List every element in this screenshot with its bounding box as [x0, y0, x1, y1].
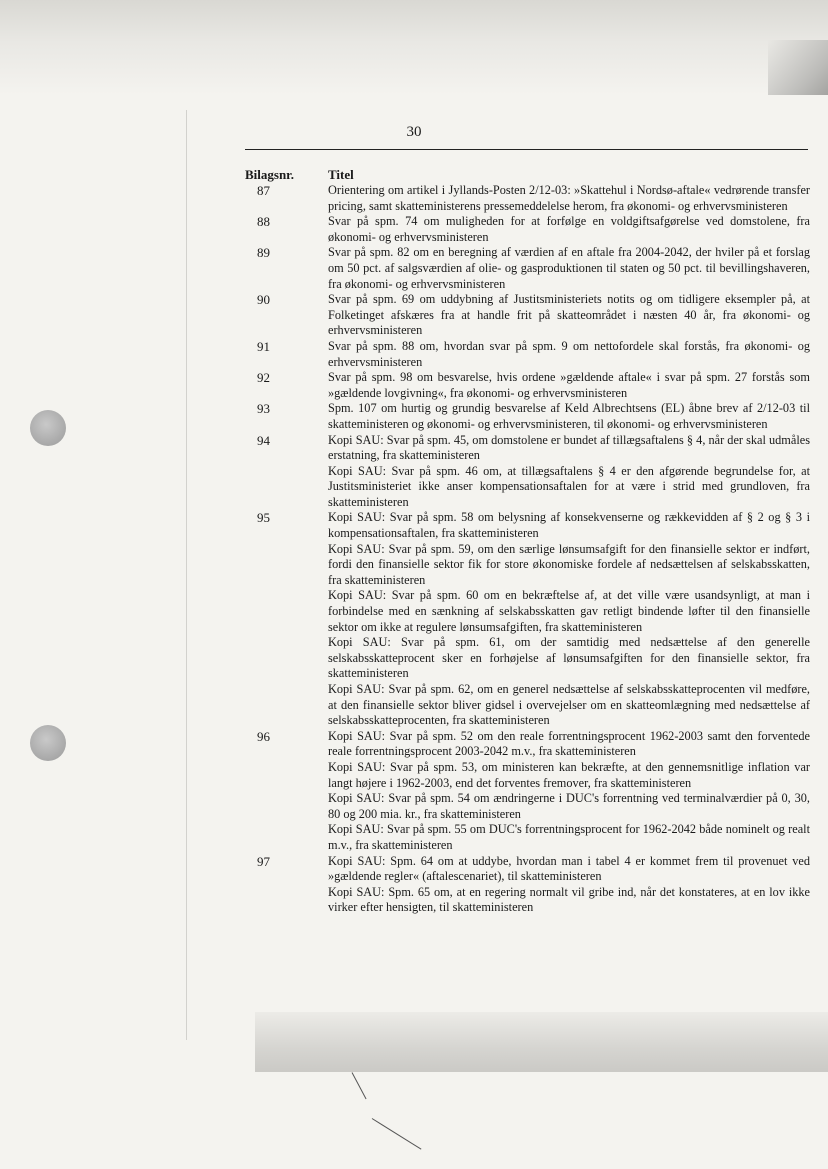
appendix-title: Svar på spm. 74 om muligheden for at forfølge en voldgiftsafgørelse ved domstolene, fra økonomi- og erhvervsministeren: [328, 214, 810, 244]
appendix-titles: [328, 214, 810, 245]
appendix-number: 94: [257, 432, 270, 448]
table-row: [245, 370, 810, 401]
page-fold-line: [186, 110, 187, 1040]
appendix-list: [245, 183, 810, 916]
appendix-titles: [328, 339, 810, 370]
appendix-title: Kopi SAU: Svar på spm. 62, om en generel nedsættelse af selskabsskatteprocenten vil medføre, at den finansielle sektor bliver gidsel i overvejelser om en skatteomlægning med nedsættelse af selskabsskatteprocenten, fra skatteministeren: [328, 682, 810, 728]
appendix-number: 97: [257, 853, 270, 869]
appendix-title: Kopi SAU: Svar på spm. 45, om domstolene er bundet af tillægsaftalens § 4, når der skal udmåles erstatning, fra skatteministeren: [328, 432, 810, 463]
table-row: [245, 214, 810, 245]
appendix-titles: [328, 510, 810, 728]
appendix-titles: [328, 292, 810, 339]
scan-shadow-bottom: [255, 1012, 828, 1072]
table-row: [245, 183, 810, 214]
pen-stroke: [352, 1072, 367, 1099]
appendix-title: Kopi SAU: Svar på spm. 53, om ministeren kan bekræfte, at den gennemsnitlige inflation var langt højere i 1962-2003, end det forventes fremover, fra skatteministeren: [328, 759, 810, 790]
appendix-number: 90: [257, 292, 270, 308]
appendix-title: Svar på spm. 98 om besvarelse, hvis ordene »gældende aftale« i svar på spm. 27 forstås som »gældende lovgivning«, fra økonomi- og erhvervsministeren: [328, 370, 810, 400]
punch-hole-upper: [30, 410, 66, 446]
punch-hole-lower: [30, 725, 66, 761]
appendix-title: Kopi SAU: Svar på spm. 54 om ændringerne i DUC's forrentning ved terminalværdier på 0, 30, 80 og 200 mia. kr., fra skatteministeren: [328, 791, 810, 821]
appendix-title: Kopi SAU: Svar på spm. 46 om, at tillægsaftalens § 4 er den afgørende begrundelse for, at Justitsministeriet ikke anser kompensationsaftalen for at være i strid med grundloven, fra skatteministeren: [328, 463, 810, 509]
appendix-titles: [328, 401, 810, 432]
appendix-title: Kopi SAU: Spm. 64 om at uddybe, hvordan man i tabel 4 er kommet frem til provenuet ved »gældende regler« (aftalescenariet), til skatteministeren: [328, 853, 810, 884]
appendix-number: 95: [257, 510, 270, 526]
appendix-title: Kopi SAU: Svar på spm. 58 om belysning af konsekvenserne og rækkevidden af § 2 og § 3 i kompensationsaftalen, fra skatteministeren: [328, 510, 810, 541]
appendix-titles: [328, 433, 810, 511]
appendix-title: Orientering om artikel i Jyllands-Posten 2/12-03: »Skattehul i Nordsø-aftale« vedrørende transfer pricing, samt skatteministerens pressemeddelelse herom, fra økonomi- og erhvervsministeren: [328, 183, 810, 213]
page-number: 30: [406, 124, 422, 140]
appendix-number: 96: [257, 728, 270, 744]
appendix-title: Kopi SAU: Svar på spm. 61, om der samtidig med nedsættelse af den generelle selskabsskatteprocent sker en forhøjelse af lønsumsafgiften for den finansielle sektor, fra skatteministeren: [328, 635, 810, 681]
appendix-titles: [328, 245, 810, 292]
table-row: [245, 433, 810, 511]
appendix-number: 87: [257, 183, 270, 198]
appendix-number: 89: [257, 245, 270, 261]
appendix-title: Spm. 107 om hurtig og grundig besvarelse af Keld Albrechtsens (EL) åbne brev af 2/12-03 til skatteministeren og økonomi- og erhvervsministeren, til økonomi- og erhvervsministeren: [328, 401, 810, 431]
appendix-title: Svar på spm. 69 om uddybning af Justitsministeriets notits og om tidligere eksempler på, at Folketinget afskæres fra at handle frit på skatteområdet i næsten 40 år, fra økonomi- og erhvervsministeren: [328, 292, 810, 338]
appendix-title: Kopi SAU: Svar på spm. 52 om den reale forrentningsprocent 1962-2003 samt den forventede reale forrentningsprocent 2003-2042 m.v., fra skatteministeren: [328, 728, 810, 759]
column-header-title: Titel: [328, 167, 354, 182]
scan-shadow-top: [0, 0, 828, 95]
appendix-title: Kopi SAU: Spm. 65 om, at en regering normalt vil gribe ind, når det konstateres, at en lov ikke virker efter hensigten, til skatteministeren: [328, 884, 810, 915]
column-header-number: Bilagsnr.: [245, 167, 295, 182]
appendix-number: 88: [257, 214, 270, 230]
appendix-titles: [328, 854, 810, 916]
header-rule: [245, 149, 808, 150]
pen-stroke: [372, 1118, 422, 1150]
appendix-title: Kopi SAU: Svar på spm. 55 om DUC's forrentningsprocent for 1962-2042 både nominelt og realt m.v., fra skatteministeren: [328, 822, 810, 852]
appendix-title: Kopi SAU: Svar på spm. 60 om en bekræftelse af, at det ville være usandsynligt, at man i forbindelse med en sænkning af selskabsskatten gav retligt bindende løfter til den finansielle sektor om ikke at regulere lønsumsafgiften, fra skatteministeren: [328, 588, 810, 634]
appendix-title: Kopi SAU: Svar på spm. 59, om den særlige lønsumsafgift for den finansielle sektor er indført, fordi den finansielle sektor fik for store økonomiske fordele af nedsættelsen af selskabsskatten, fra skatteministeren: [328, 541, 810, 587]
appendix-number: 91: [257, 338, 270, 354]
appendix-number: 92: [257, 370, 270, 386]
appendix-title: Svar på spm. 88 om, hvordan svar på spm. 9 om nettofordele skal forstås, fra økonomi- og erhvervsministeren: [328, 338, 810, 369]
appendix-number: 93: [257, 401, 270, 417]
table-row: [245, 854, 810, 916]
appendix-titles: [328, 183, 810, 214]
table-row: [245, 510, 810, 728]
table-row: [245, 401, 810, 432]
appendix-title: Svar på spm. 82 om en beregning af værdien af en aftale fra 2004-2042, der hviler på et forslag om 50 pct. af salgsværdien af olie- og gasproduktionen til staten og 50 pct. til bevillingshaveren, fra økonomi- og erhvervsministeren: [328, 245, 810, 291]
appendix-titles: [328, 370, 810, 401]
table-row: [245, 729, 810, 854]
table-row: [245, 245, 810, 292]
table-row: [245, 292, 810, 339]
table-row: [245, 339, 810, 370]
appendix-titles: [328, 729, 810, 854]
